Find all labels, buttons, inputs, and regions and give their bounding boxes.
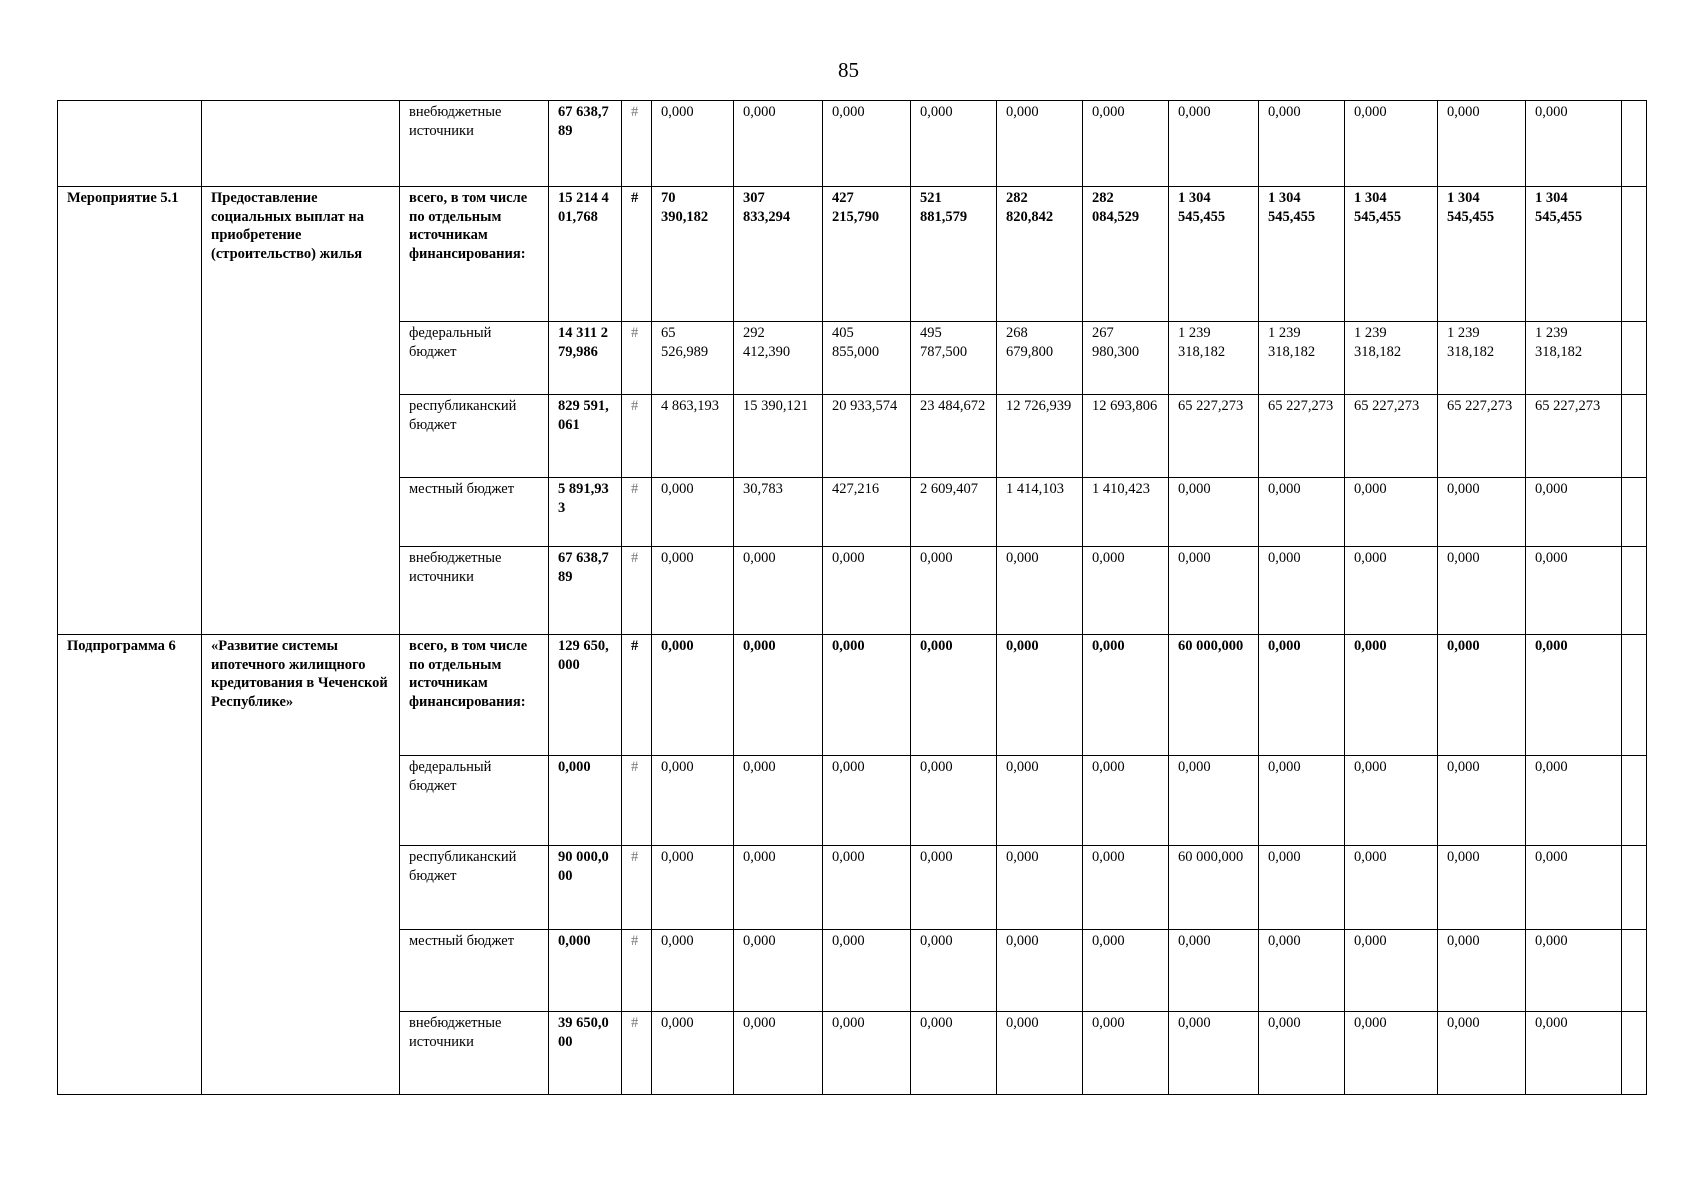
year-value-cell: 0,000	[1526, 547, 1622, 635]
year-value-cell: 0,000	[1345, 756, 1438, 846]
year-value-cell: 0,000	[652, 846, 734, 930]
year-value-cell: 0,000	[1083, 101, 1169, 187]
year-value-cell: 1 239 318,182	[1169, 322, 1259, 395]
year-value-cell: 0,000	[911, 101, 997, 187]
year-value-cell: 30,783	[734, 478, 823, 547]
total-cell: 90 000,000	[549, 846, 622, 930]
funding-source-cell: всего, в том числе по отдельным источникам финансирования:	[400, 635, 549, 756]
year-value-cell: 0,000	[1438, 635, 1526, 756]
year-value-cell: 0,000	[652, 930, 734, 1012]
empty-edge-cell	[1622, 1012, 1647, 1095]
year-value-cell: 60 000,000	[1169, 846, 1259, 930]
year-value-cell: 0,000	[1526, 635, 1622, 756]
year-value-cell: 0,000	[1259, 846, 1345, 930]
year-value-cell: 0,000	[1526, 478, 1622, 547]
measure-name-cell: «Развитие системы ипотечного жилищного кредитования в Чеченской Республике»	[202, 635, 400, 1095]
year-value-cell: 23 484,672	[911, 395, 997, 478]
funding-source-cell: всего, в том числе по отдельным источникам финансирования:	[400, 187, 549, 322]
year-value-cell: 0,000	[911, 756, 997, 846]
year-value-cell: 0,000	[1259, 1012, 1345, 1095]
empty-edge-cell	[1622, 635, 1647, 756]
year-value-cell: 70 390,182	[652, 187, 734, 322]
overflow-marker-cell: #	[622, 1012, 652, 1095]
year-value-cell: 292 412,390	[734, 322, 823, 395]
year-value-cell: 0,000	[997, 1012, 1083, 1095]
year-value-cell: 282 084,529	[1083, 187, 1169, 322]
year-value-cell: 0,000	[1438, 1012, 1526, 1095]
year-value-cell: 1 239 318,182	[1438, 322, 1526, 395]
group-cell	[58, 101, 202, 187]
year-value-cell: 521 881,579	[911, 187, 997, 322]
year-value-cell: 0,000	[1259, 756, 1345, 846]
year-value-cell: 0,000	[1438, 547, 1526, 635]
year-value-cell: 0,000	[1345, 547, 1438, 635]
year-value-cell: 1 239 318,182	[1259, 322, 1345, 395]
year-value-cell: 1 304 545,455	[1169, 187, 1259, 322]
year-value-cell: 65 526,989	[652, 322, 734, 395]
year-value-cell: 0,000	[1259, 635, 1345, 756]
year-value-cell: 0,000	[1083, 635, 1169, 756]
funding-source-cell: республиканский бюджет	[400, 846, 549, 930]
total-cell: 829 591,061	[549, 395, 622, 478]
year-value-cell: 12 726,939	[997, 395, 1083, 478]
budget-table	[57, 100, 1647, 1095]
year-value-cell: 0,000	[997, 635, 1083, 756]
empty-edge-cell	[1622, 547, 1647, 635]
year-value-cell: 0,000	[652, 1012, 734, 1095]
year-value-cell: 0,000	[734, 846, 823, 930]
year-value-cell: 0,000	[1345, 101, 1438, 187]
year-value-cell: 268 679,800	[997, 322, 1083, 395]
year-value-cell: 0,000	[734, 635, 823, 756]
funding-source-cell: внебюджетные источники	[400, 1012, 549, 1095]
year-value-cell: 1 410,423	[1083, 478, 1169, 547]
year-value-cell: 0,000	[911, 635, 997, 756]
year-value-cell: 0,000	[1169, 930, 1259, 1012]
funding-source-cell: местный бюджет	[400, 930, 549, 1012]
year-value-cell: 0,000	[997, 547, 1083, 635]
year-value-cell: 0,000	[823, 846, 911, 930]
year-value-cell: 4 863,193	[652, 395, 734, 478]
year-value-cell: 0,000	[734, 1012, 823, 1095]
year-value-cell: 1 239 318,182	[1526, 322, 1622, 395]
year-value-cell: 0,000	[652, 547, 734, 635]
funding-source-cell: федеральный бюджет	[400, 756, 549, 846]
year-value-cell: 0,000	[1345, 478, 1438, 547]
year-value-cell: 0,000	[1345, 846, 1438, 930]
year-value-cell: 20 933,574	[823, 395, 911, 478]
overflow-marker-cell: #	[622, 756, 652, 846]
empty-edge-cell	[1622, 478, 1647, 547]
year-value-cell: 0,000	[823, 547, 911, 635]
measure-name-cell: Предоставление социальных выплат на приобретение (строительство) жилья	[202, 187, 400, 635]
year-value-cell: 0,000	[911, 1012, 997, 1095]
year-value-cell: 0,000	[1083, 756, 1169, 846]
year-value-cell: 0,000	[1169, 756, 1259, 846]
group-cell: Мероприятие 5.1	[58, 187, 202, 635]
table-row	[58, 101, 1647, 187]
overflow-marker-cell: #	[622, 547, 652, 635]
total-cell: 129 650,000	[549, 635, 622, 756]
year-value-cell: 0,000	[823, 1012, 911, 1095]
year-value-cell: 0,000	[652, 478, 734, 547]
year-value-cell: 0,000	[1345, 1012, 1438, 1095]
total-cell: 5 891,933	[549, 478, 622, 547]
overflow-marker-cell: #	[622, 930, 652, 1012]
total-cell: 39 650,000	[549, 1012, 622, 1095]
empty-edge-cell	[1622, 101, 1647, 187]
year-value-cell: 0,000	[1259, 478, 1345, 547]
empty-edge-cell	[1622, 756, 1647, 846]
overflow-marker-cell: #	[622, 187, 652, 322]
total-cell: 0,000	[549, 756, 622, 846]
overflow-marker-cell: #	[622, 101, 652, 187]
year-value-cell: 0,000	[1526, 101, 1622, 187]
year-value-cell: 0,000	[1345, 635, 1438, 756]
funding-source-cell: местный бюджет	[400, 478, 549, 547]
year-value-cell: 0,000	[1526, 930, 1622, 1012]
year-value-cell: 65 227,273	[1438, 395, 1526, 478]
total-cell: 15 214 401,768	[549, 187, 622, 322]
year-value-cell: 0,000	[911, 547, 997, 635]
year-value-cell: 0,000	[997, 756, 1083, 846]
year-value-cell: 0,000	[997, 930, 1083, 1012]
year-value-cell: 0,000	[652, 756, 734, 846]
year-value-cell: 267 980,300	[1083, 322, 1169, 395]
year-value-cell: 2 609,407	[911, 478, 997, 547]
year-value-cell: 0,000	[1083, 1012, 1169, 1095]
year-value-cell: 0,000	[1169, 547, 1259, 635]
year-value-cell: 0,000	[1083, 846, 1169, 930]
table-row	[58, 187, 1647, 322]
year-value-cell: 65 227,273	[1345, 395, 1438, 478]
year-value-cell: 0,000	[652, 101, 734, 187]
year-value-cell: 0,000	[734, 930, 823, 1012]
funding-source-cell: федеральный бюджет	[400, 322, 549, 395]
year-value-cell: 0,000	[1526, 1012, 1622, 1095]
overflow-marker-cell: #	[622, 846, 652, 930]
year-value-cell: 1 304 545,455	[1438, 187, 1526, 322]
year-value-cell: 427,216	[823, 478, 911, 547]
year-value-cell: 0,000	[1259, 101, 1345, 187]
year-value-cell: 60 000,000	[1169, 635, 1259, 756]
funding-source-cell: внебюджетные источники	[400, 547, 549, 635]
year-value-cell: 0,000	[652, 635, 734, 756]
year-value-cell: 0,000	[734, 756, 823, 846]
total-cell: 14 311 279,986	[549, 322, 622, 395]
year-value-cell: 0,000	[1438, 478, 1526, 547]
year-value-cell: 282 820,842	[997, 187, 1083, 322]
year-value-cell: 65 227,273	[1169, 395, 1259, 478]
year-value-cell: 0,000	[1259, 547, 1345, 635]
year-value-cell: 0,000	[1345, 930, 1438, 1012]
overflow-marker-cell: #	[622, 395, 652, 478]
year-value-cell: 0,000	[1169, 101, 1259, 187]
year-value-cell: 0,000	[823, 930, 911, 1012]
year-value-cell: 0,000	[997, 846, 1083, 930]
year-value-cell: 0,000	[1526, 756, 1622, 846]
page-number: 85	[838, 58, 859, 82]
year-value-cell: 0,000	[1169, 1012, 1259, 1095]
total-cell: 67 638,789	[549, 101, 622, 187]
year-value-cell: 0,000	[911, 846, 997, 930]
funding-source-cell: республиканский бюджет	[400, 395, 549, 478]
year-value-cell: 0,000	[997, 101, 1083, 187]
overflow-marker-cell: #	[622, 478, 652, 547]
table-row	[58, 635, 1647, 756]
year-value-cell: 12 693,806	[1083, 395, 1169, 478]
year-value-cell: 15 390,121	[734, 395, 823, 478]
year-value-cell: 1 304 545,455	[1345, 187, 1438, 322]
year-value-cell: 0,000	[823, 635, 911, 756]
year-value-cell: 0,000	[911, 930, 997, 1012]
year-value-cell: 1 304 545,455	[1259, 187, 1345, 322]
year-value-cell: 495 787,500	[911, 322, 997, 395]
year-value-cell: 0,000	[1438, 930, 1526, 1012]
year-value-cell: 65 227,273	[1526, 395, 1622, 478]
year-value-cell: 0,000	[1259, 930, 1345, 1012]
year-value-cell: 405 855,000	[823, 322, 911, 395]
empty-edge-cell	[1622, 322, 1647, 395]
empty-edge-cell	[1622, 846, 1647, 930]
year-value-cell: 0,000	[823, 756, 911, 846]
year-value-cell: 65 227,273	[1259, 395, 1345, 478]
funding-source-cell: внебюджетные источники	[400, 101, 549, 187]
year-value-cell: 0,000	[1438, 846, 1526, 930]
empty-edge-cell	[1622, 930, 1647, 1012]
empty-edge-cell	[1622, 187, 1647, 322]
year-value-cell: 0,000	[1083, 547, 1169, 635]
year-value-cell: 1 304 545,455	[1526, 187, 1622, 322]
year-value-cell: 0,000	[734, 101, 823, 187]
overflow-marker-cell: #	[622, 322, 652, 395]
year-value-cell: 0,000	[1083, 930, 1169, 1012]
year-value-cell: 0,000	[823, 101, 911, 187]
year-value-cell: 0,000	[1438, 756, 1526, 846]
total-cell: 0,000	[549, 930, 622, 1012]
year-value-cell: 0,000	[734, 547, 823, 635]
empty-edge-cell	[1622, 395, 1647, 478]
group-cell: Подпрограмма 6	[58, 635, 202, 1095]
year-value-cell: 307 833,294	[734, 187, 823, 322]
year-value-cell: 1 414,103	[997, 478, 1083, 547]
measure-name-cell	[202, 101, 400, 187]
year-value-cell: 0,000	[1438, 101, 1526, 187]
year-value-cell: 1 239 318,182	[1345, 322, 1438, 395]
overflow-marker-cell: #	[622, 635, 652, 756]
year-value-cell: 427 215,790	[823, 187, 911, 322]
year-value-cell: 0,000	[1169, 478, 1259, 547]
total-cell: 67 638,789	[549, 547, 622, 635]
year-value-cell: 0,000	[1526, 846, 1622, 930]
